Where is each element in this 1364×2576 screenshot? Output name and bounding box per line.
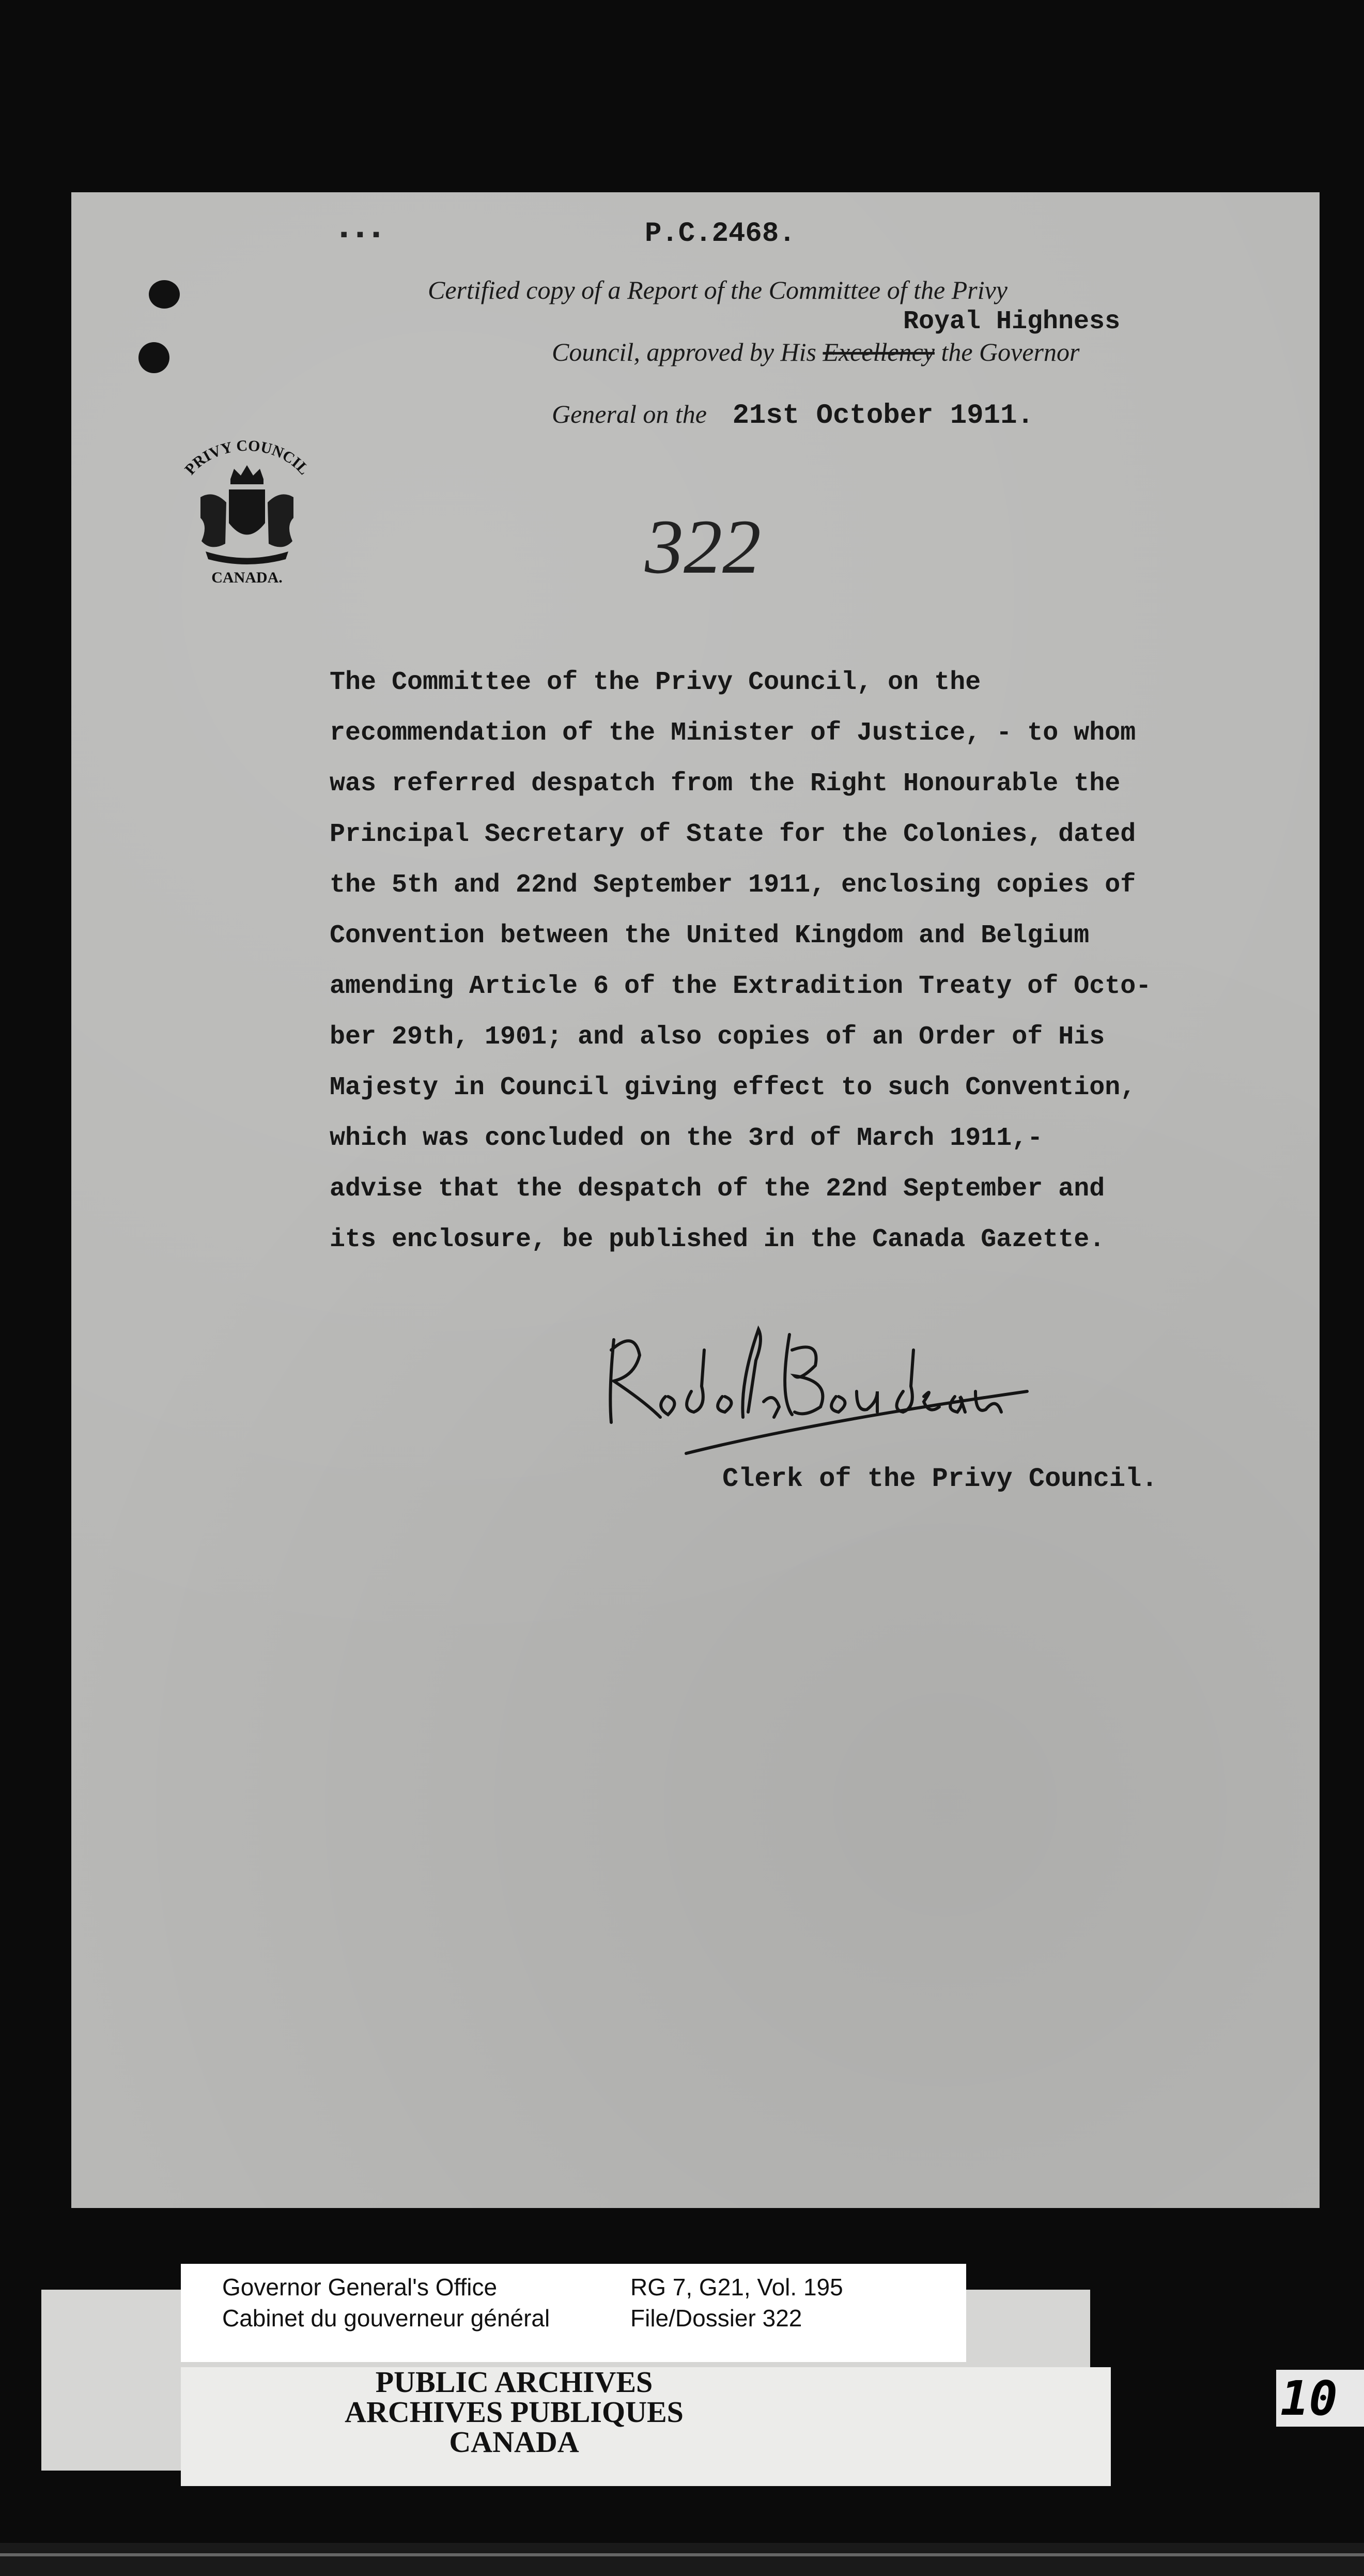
seal-top-text: PRIVY COUNCIL [181, 440, 313, 478]
file-dossier: File/Dossier 322 [630, 2305, 802, 2332]
certified-line-1: Certified copy of a Report of the Committee of the Privy [428, 275, 1008, 304]
archives-line-1: PUBLIC ARCHIVES [375, 2365, 653, 2399]
office-en: Governor General's Office [222, 2274, 498, 2301]
archives-line-2: ARCHIVES PUBLIQUES [345, 2395, 684, 2429]
punch-hole-top [149, 280, 180, 309]
archives-line-3: CANADA [449, 2425, 579, 2459]
document-page [71, 192, 1320, 2208]
certified-line-2a: Council, approved by His [552, 338, 816, 366]
frame-number-text: 10 [1280, 2371, 1338, 2426]
approval-date: 21st October 1911. [732, 400, 1034, 432]
report-body: The Committee of the Privy Council, on the recommendation of the Minister of Justice, - to whom was referred despatch from the Right Honourable the Principal Secretary of State for the Colonies, dated the 5th and 22nd September 1911, enclosing copies of Convention between the United Kingdom and Belgium amending Article 6 of the Extradition Treaty of Octo- ber 29th, 1901; and also copies of an Order of His Majesty in Council giving effect to such Convention, which was concluded on the 3rd of March 1911,- advise that the despatch of the 22nd September and its enclosure, be published in the Canada Gazette. [330, 668, 1152, 1254]
handwritten-file-number: 322 [645, 504, 761, 590]
pc-number: P.C.2468. [645, 218, 796, 250]
royal-highness-insert: Royal Highness [903, 307, 1121, 336]
crown-icon [230, 465, 264, 484]
header-marks: ▪▪▪ [337, 223, 386, 248]
public-archives-stamp [181, 2367, 1111, 2486]
archive-reference-label [181, 2264, 966, 2362]
rg-reference: RG 7, G21, Vol. 195 [630, 2274, 843, 2301]
coat-of-arms-icon [200, 489, 293, 564]
microfilm-frame-number [1276, 2370, 1364, 2427]
general-on-the: General on the [552, 400, 707, 428]
certified-line-2b: the Governor [941, 338, 1080, 366]
film-edge [0, 2543, 1364, 2576]
certified-line-2 [552, 337, 1079, 367]
approval-date-line [552, 399, 1034, 432]
clerk-title: Clerk of the Privy Council. [722, 1464, 1158, 1494]
seal-bottom-text: CANADA. [211, 569, 283, 586]
struck-excellency: Excellency [823, 338, 935, 366]
punch-hole-bottom [138, 342, 169, 373]
privy-council-seal [169, 440, 324, 590]
office-fr: Cabinet du gouverneur général [222, 2305, 550, 2332]
